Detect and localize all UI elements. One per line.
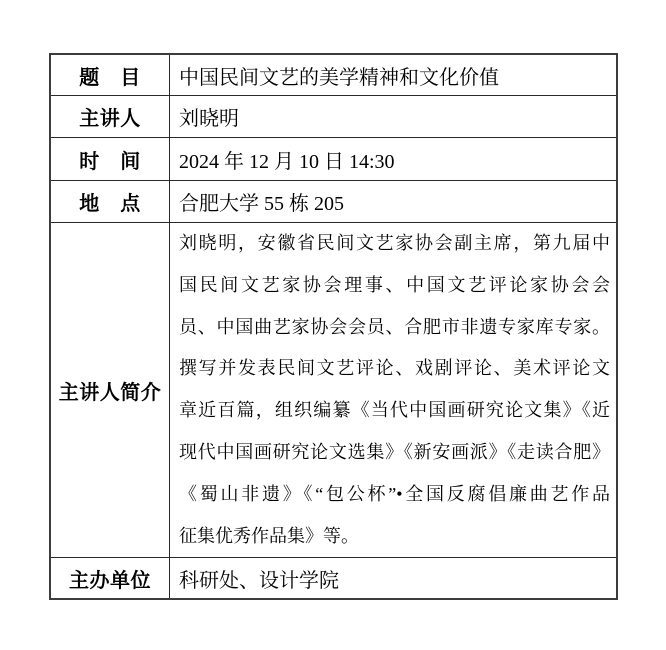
row-value-time: 2024 年 12 月 10 日 14:30 — [179, 150, 395, 173]
lecture-info-table — [49, 53, 618, 600]
bio-line: 《蜀山非遗》《“包公杯”•全国反腐倡廉曲艺作品 — [179, 483, 610, 504]
bio-line: 章近百篇，组织编纂《当代中国画研究论文集》《近 — [179, 400, 610, 421]
bio-line: 现代中国画研究论文选集》《新安画派》《走读合肥》 — [179, 441, 610, 462]
speaker-bio-text — [170, 223, 616, 557]
table-row-time — [51, 138, 616, 181]
table-row-speaker-bio — [51, 223, 616, 558]
bio-line: 国民间文艺家协会理事、中国文艺评论家协会会 — [179, 274, 610, 295]
bio-line: 员、中国曲艺家协会会员、合肥市非遗专家库专家。 — [179, 316, 610, 337]
row-value-organizer: 科研处、设计学院 — [179, 569, 339, 592]
row-value-title: 中国民间文艺的美学精神和文化价值 — [179, 66, 499, 89]
bio-line: 刘晓明，安徽省民间文艺家协会副主席，第九届中 — [179, 233, 610, 253]
row-label-organizer: 主办单位 — [51, 558, 170, 598]
table-row-venue — [51, 181, 616, 223]
table-row-speaker — [51, 96, 616, 138]
table-row-title — [51, 55, 616, 96]
row-label-venue: 地 点 — [51, 181, 170, 222]
table-row-organizer — [51, 558, 616, 598]
bio-line: 征集优秀作品集》等。 — [179, 525, 359, 546]
row-value-speaker: 刘晓明 — [179, 108, 239, 130]
row-value-venue: 合肥大学 55 栋 205 — [179, 193, 344, 215]
row-label-speaker-bio: 主讲人简介 — [51, 223, 170, 557]
row-label-title: 题 目 — [51, 55, 170, 95]
row-label-speaker: 主讲人 — [51, 96, 170, 137]
bio-line: 撰写并发表民间文艺评论、戏剧评论、美术评论文 — [179, 358, 610, 379]
row-label-time: 时 间 — [51, 138, 170, 180]
